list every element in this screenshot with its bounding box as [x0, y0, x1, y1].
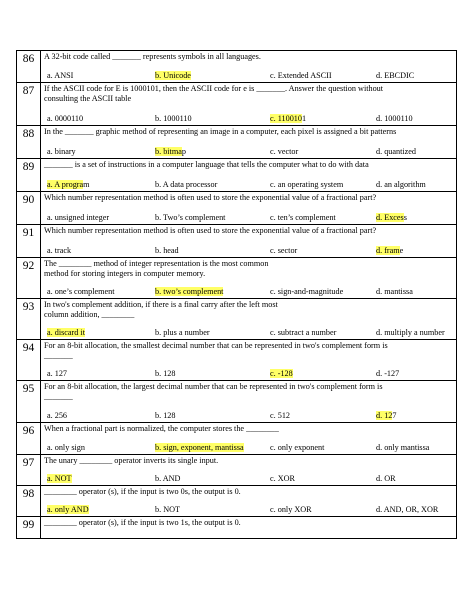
- highlighted-answer: a. A progra: [47, 180, 84, 189]
- options-row: [44, 287, 453, 298]
- option-text: a. track: [47, 246, 72, 255]
- highlighted-answer: d. Exces: [376, 213, 404, 222]
- question-number: 97: [17, 455, 41, 486]
- question-row: [17, 159, 457, 192]
- option-text: a. unsigned integer: [47, 213, 110, 222]
- answer-option: [155, 369, 175, 379]
- option-text: b. 128: [155, 411, 176, 420]
- question-row: [17, 258, 457, 299]
- answer-option: [270, 180, 343, 190]
- question-body: [41, 381, 457, 423]
- highlighted-answer: a. only AND: [47, 505, 89, 514]
- option-text: c. only XOR: [270, 505, 312, 514]
- highlighted-answer: a. NOT: [47, 474, 72, 483]
- answer-option: [376, 505, 438, 515]
- question-stem: The ________ method of integer representation is the most common: [44, 259, 269, 268]
- answer-gap: [44, 203, 453, 213]
- option-text: c. an operating system: [270, 180, 344, 189]
- answer-option: [270, 411, 290, 421]
- answer-option: [155, 71, 191, 81]
- answer-gap: [44, 62, 453, 71]
- question-number: 91: [17, 225, 41, 258]
- question-row: [17, 126, 457, 159]
- question-number: 98: [17, 486, 41, 517]
- question-stem: _______: [44, 351, 73, 360]
- option-text: d. an algorithm: [376, 180, 426, 189]
- question-body: [41, 192, 457, 225]
- answer-option: [155, 328, 210, 338]
- options-row: [44, 474, 453, 485]
- answer-option: [270, 71, 332, 81]
- question-body: [41, 517, 457, 539]
- highlighted-answer: d. fram: [376, 246, 400, 255]
- answer-option: [155, 287, 223, 297]
- question-number: 86: [17, 51, 41, 83]
- answer-option: [155, 411, 175, 421]
- answer-option: [270, 114, 306, 124]
- options-row: [44, 369, 453, 380]
- question-stem: Which number representation method is often used to store the exponential value of a fractional part?: [44, 226, 377, 235]
- options-row: [44, 71, 453, 82]
- option-text: a. one’s complement: [47, 287, 115, 296]
- answer-option: [376, 474, 396, 484]
- question-body: [41, 51, 457, 83]
- answer-option: [155, 114, 192, 124]
- option-text: d. quantized: [376, 147, 417, 156]
- question-row: [17, 83, 457, 126]
- answer-option: [270, 147, 298, 157]
- question-stem: For an 8-bit allocation, the smallest decimal number that can be represented in two's complement form is: [44, 341, 388, 350]
- question-body: [41, 126, 457, 159]
- option-text: c. ten’s complement: [270, 213, 336, 222]
- question-stem: consulting the ASCII table: [44, 94, 132, 103]
- option-text: d. -127: [376, 369, 400, 378]
- question-row: [17, 51, 457, 83]
- answer-option: [376, 443, 429, 453]
- question-row: [17, 517, 457, 539]
- question-body: [41, 299, 457, 340]
- question-stem: _______: [44, 392, 73, 401]
- question-stem: When a fractional part is normalized, the computer stores the ________: [44, 424, 279, 433]
- question-row: [17, 299, 457, 340]
- answer-option: [155, 180, 217, 190]
- option-text: b. head: [155, 246, 179, 255]
- answer-gap: [44, 137, 453, 147]
- options-row: [44, 114, 453, 125]
- option-text: b. A data processor: [155, 180, 218, 189]
- option-text: b. Two’s complement: [155, 213, 226, 222]
- option-text: a. 256: [47, 411, 68, 420]
- answer-option: [270, 369, 293, 379]
- answer-option: [155, 213, 225, 223]
- answer-option: [155, 246, 179, 256]
- question-stem: If the ASCII code for E is 1000101, then the ASCII code for e is _______. Answer the question without: [44, 84, 384, 93]
- question-row: [17, 423, 457, 455]
- option-text: c. only exponent: [270, 443, 325, 452]
- option-text-tail: e: [399, 246, 404, 255]
- answer-option: [270, 443, 324, 453]
- highlighted-answer: b. sign, exponent, mantissa: [155, 443, 244, 452]
- answer-option: [376, 213, 407, 223]
- option-text: c. vector: [270, 147, 299, 156]
- question-number: 88: [17, 126, 41, 159]
- answer-gap: [44, 104, 453, 114]
- option-text: a. ANSI: [47, 71, 74, 80]
- option-text-tail: 7: [392, 411, 397, 420]
- option-text: b. AND: [155, 474, 181, 483]
- answer-option: [270, 505, 312, 515]
- answer-option: [47, 246, 71, 256]
- question-body: [41, 455, 457, 486]
- highlighted-answer: a. discard it: [47, 328, 85, 337]
- answer-gap: [44, 434, 453, 443]
- answer-option: [376, 328, 445, 338]
- highlighted-answer: b. two’s complement: [155, 287, 224, 296]
- question-stem: ________ operator (s), if the input is two 1s, the output is 0.: [44, 518, 241, 527]
- question-table: [16, 50, 457, 539]
- answer-option: [270, 246, 297, 256]
- question-row: [17, 381, 457, 423]
- option-text: c. XOR: [270, 474, 296, 483]
- options-row: [44, 411, 453, 422]
- question-body: [41, 340, 457, 381]
- option-text: d. multiply a number: [376, 328, 445, 337]
- question-stem: A 32-bit code called _______ represents symbols in all languages.: [44, 52, 261, 61]
- answer-option: [270, 474, 295, 484]
- question-stem: method for storing integers in computer memory.: [44, 269, 206, 278]
- question-number: 90: [17, 192, 41, 225]
- options-row: [44, 328, 453, 339]
- option-text: a. 127: [47, 369, 68, 378]
- question-row: [17, 225, 457, 258]
- highlighted-answer: b. bitma: [155, 147, 182, 156]
- answer-option: [47, 474, 72, 484]
- question-body: [41, 486, 457, 517]
- answer-option: [47, 505, 89, 515]
- option-text: d. mantissa: [376, 287, 413, 296]
- answer-gap: [44, 466, 453, 474]
- question-stem: In the _______ graphic method of representing an image in a computer, each pixel is assigned a bit patterns: [44, 127, 397, 136]
- question-row: [17, 486, 457, 517]
- option-text-tail: s: [403, 213, 407, 222]
- answer-option: [47, 71, 73, 81]
- answer-option: [155, 147, 186, 157]
- options-row: [44, 443, 453, 454]
- answer-gap: [44, 170, 453, 180]
- option-text: d. AND, OR, XOR: [376, 505, 439, 514]
- question-number: 92: [17, 258, 41, 299]
- question-stem: In two's complement addition, if there is a final carry after the left most: [44, 300, 278, 309]
- highlighted-answer: d. 12: [376, 411, 393, 420]
- answer-option: [47, 114, 83, 124]
- answer-option: [376, 287, 413, 297]
- option-text-tail: m: [83, 180, 90, 189]
- question-row: [17, 192, 457, 225]
- answer-gap: [44, 497, 453, 505]
- question-list: [17, 51, 457, 539]
- question-number: 99: [17, 517, 41, 539]
- option-text: b. 1000110: [155, 114, 192, 123]
- answer-option: [376, 114, 413, 124]
- answer-option: [376, 246, 403, 256]
- answer-option: [376, 71, 414, 81]
- question-body: [41, 423, 457, 455]
- question-stem: Which number representation method is often used to store the exponential value of a fractional part?: [44, 193, 377, 202]
- option-text: a. only sign: [47, 443, 85, 452]
- option-text-tail: 1: [302, 114, 307, 123]
- answer-option: [47, 287, 115, 297]
- answer-option: [376, 369, 399, 379]
- option-text: c. sector: [270, 246, 298, 255]
- question-stem: _______ is a set of instructions in a computer language that tells the computer what to do with data: [44, 160, 369, 169]
- question-body: [41, 83, 457, 126]
- options-row: [44, 180, 453, 191]
- question-number: 89: [17, 159, 41, 192]
- answer-option: [47, 411, 67, 421]
- answer-gap: [44, 402, 453, 411]
- answer-option: [270, 213, 336, 223]
- answer-option: [155, 505, 180, 515]
- answer-option: [270, 287, 343, 297]
- options-row: [44, 213, 453, 224]
- question-number: 87: [17, 83, 41, 126]
- option-text: d. only mantissa: [376, 443, 430, 452]
- answer-option: [376, 147, 416, 157]
- option-text: d. EBCDIC: [376, 71, 415, 80]
- highlighted-answer: c. 110010: [270, 114, 302, 123]
- option-text: c. Extended ASCII: [270, 71, 332, 80]
- answer-option: [47, 180, 90, 190]
- options-row: [44, 505, 453, 516]
- question-stem: For an 8-bit allocation, the largest decimal number that can be represented in two's complement form is: [44, 382, 383, 391]
- option-text: d. 1000110: [376, 114, 413, 123]
- option-text: c. 512: [270, 411, 291, 420]
- question-row: [17, 340, 457, 381]
- answer-gap: [44, 320, 453, 328]
- option-text: b. 128: [155, 369, 176, 378]
- answer-gap: [44, 279, 453, 287]
- answer-option: [47, 369, 67, 379]
- option-text: c. sign-and-magnitude: [270, 287, 344, 296]
- option-text: b. NOT: [155, 505, 181, 514]
- question-body: [41, 159, 457, 192]
- question-number: 96: [17, 423, 41, 455]
- option-text: d. OR: [376, 474, 396, 483]
- option-text: a. binary: [47, 147, 76, 156]
- answer-option: [376, 411, 396, 421]
- question-row: [17, 455, 457, 486]
- answer-option: [270, 328, 336, 338]
- option-text: b. plus a number: [155, 328, 210, 337]
- answer-option: [47, 328, 85, 338]
- answer-option: [155, 474, 180, 484]
- option-text: a. 0000110: [47, 114, 84, 123]
- option-text: c. subtract a number: [270, 328, 337, 337]
- question-number: 93: [17, 299, 41, 340]
- answer-option: [376, 180, 426, 190]
- answer-option: [47, 147, 76, 157]
- answer-gap: [44, 528, 453, 538]
- answer-option: [47, 213, 109, 223]
- question-stem: The unary ________ operator inverts its single input.: [44, 456, 219, 465]
- question-body: [41, 225, 457, 258]
- question-number: 94: [17, 340, 41, 381]
- options-row: [44, 147, 453, 158]
- answer-option: [47, 443, 85, 453]
- question-stem: ________ operator (s), if the input is two 0s, the output is 0.: [44, 487, 241, 496]
- answer-gap: [44, 236, 453, 246]
- highlighted-answer: c. -128: [270, 369, 293, 378]
- question-body: [41, 258, 457, 299]
- option-text-tail: p: [181, 147, 186, 156]
- question-number: 95: [17, 381, 41, 423]
- answer-option: [155, 443, 244, 453]
- options-row: [44, 246, 453, 257]
- highlighted-answer: b. Unicode: [155, 71, 191, 80]
- answer-gap: [44, 361, 453, 369]
- question-stem: column addition, ________: [44, 310, 135, 319]
